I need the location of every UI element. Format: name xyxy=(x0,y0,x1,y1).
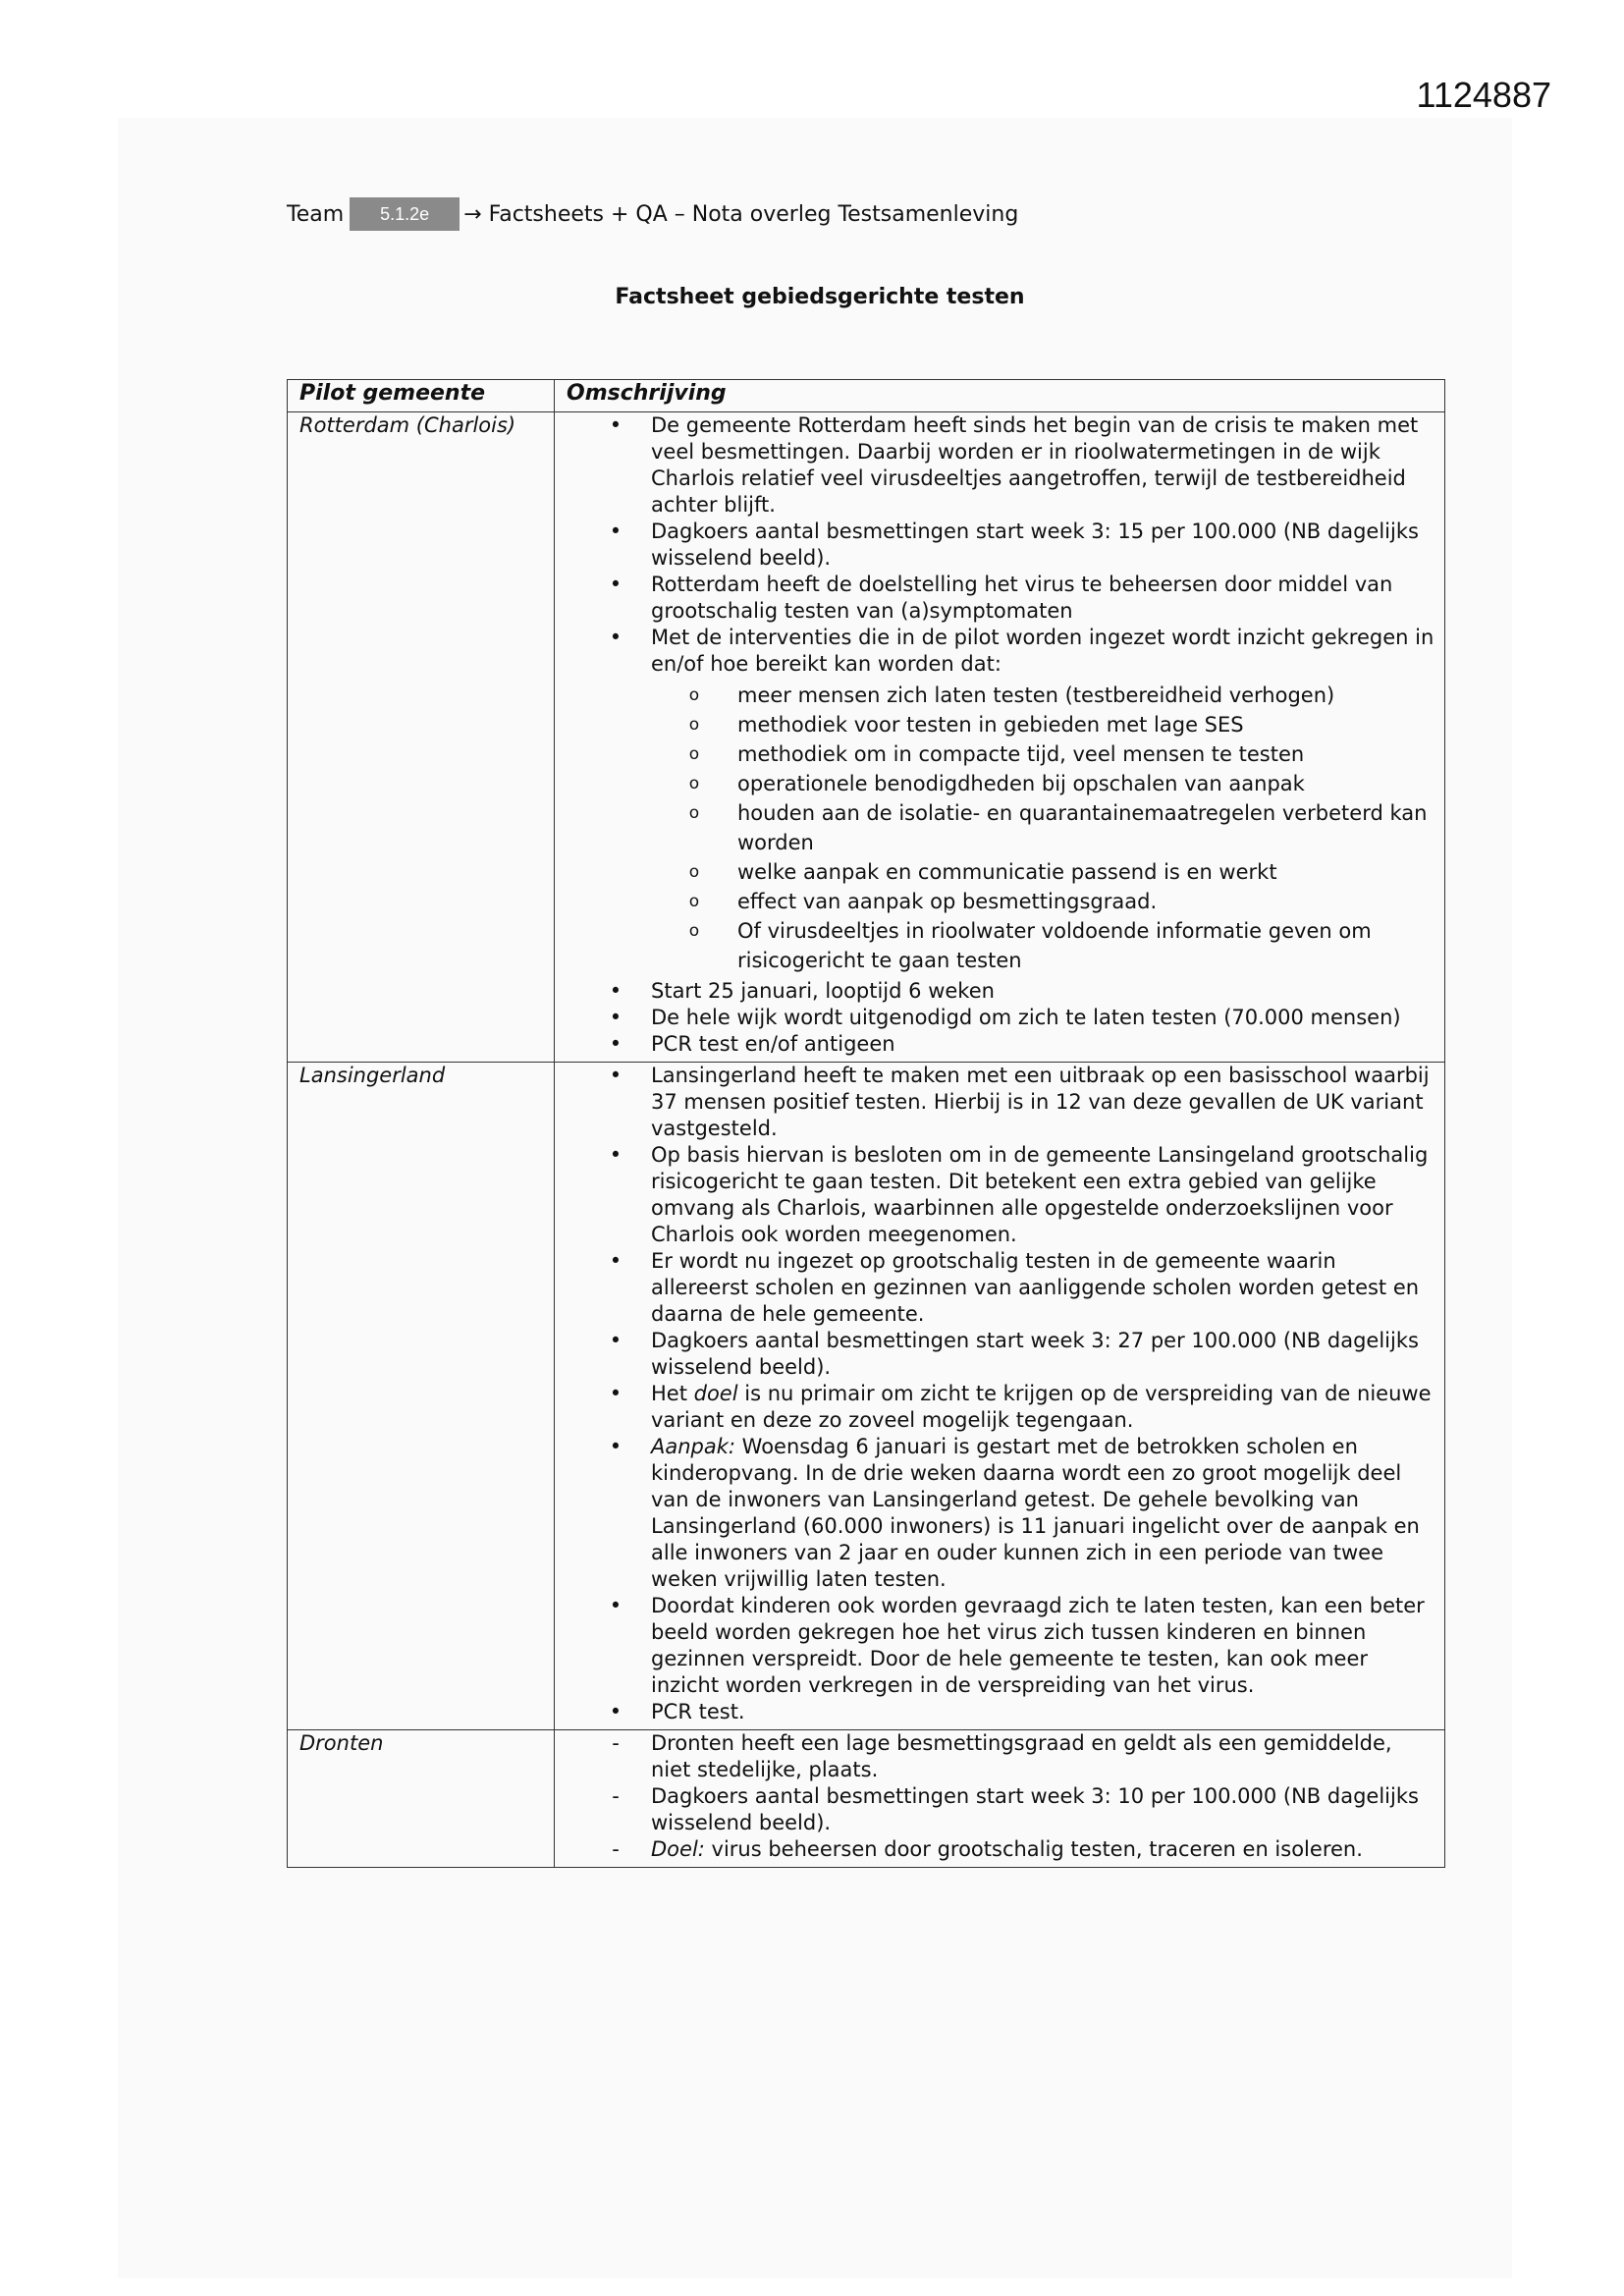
header-subject: → Factsheets + QA – Nota overleg Testsamenleving xyxy=(463,201,1019,227)
bullet-icon: • xyxy=(609,1435,623,1458)
pilot-name: Dronten xyxy=(288,1730,555,1868)
bullet-icon: • xyxy=(609,413,623,437)
list-item: • Dagkoers aantal besmettingen start week 3: 27 per 100.000 (NB dagelijks wisselend beeld). xyxy=(567,1328,1435,1381)
list-item: • Dagkoers aantal besmettingen start week 3: 15 per 100.000 (NB dagelijks wisselend beeld). xyxy=(567,519,1435,572)
sub-list-item: o operationele benodigdheden bij opschalen van aanpak xyxy=(567,769,1435,798)
column-header-pilot: Pilot gemeente xyxy=(288,380,555,412)
list-item: • Met de interventies die in de pilot worden ingezet wordt inzicht gekregen in en/of hoe bereikt kan worden dat: o meer mensen zich laten testen (testbereidheid verhogen) o methodiek voor testen in gebieden met lage SES o methodiek om in compacte tijd, veel mensen te testen o operationele benodigdheden bij opschalen van aanpak o houden aan de isolatie- en quarantainemaatregelen verbeterd kan worden o welke aanpak en communicatie passend is en werkt o effect van aanpak op besmettingsgraad. o Of virusdeeltjes in rioolwater voldoende informatie geven om risicogericht te gaan testen xyxy=(567,625,1435,975)
list-item: • Lansingerland heeft te maken met een uitbraak op een basisschool waarbij 37 mensen positief testen. Hierbij is in 12 van deze gevallen de UK variant vastgesteld. xyxy=(567,1063,1435,1142)
bullet-icon: • xyxy=(609,573,623,596)
list-item: • PCR test en/of antigeen xyxy=(567,1031,1435,1058)
header-team: Team xyxy=(287,201,345,227)
circle-bullet-icon: o xyxy=(688,715,700,735)
factsheet-table xyxy=(287,379,1445,1868)
sub-list-item: o methodiek om in compacte tijd, veel mensen te testen xyxy=(567,739,1435,769)
redaction-box: 5.1.2e xyxy=(350,197,460,231)
description-cell xyxy=(555,1063,1445,1730)
circle-bullet-icon: o xyxy=(688,774,700,793)
bullet-icon: • xyxy=(609,1700,623,1723)
list-item: • Rotterdam heeft de doelstelling het virus te beheersen door middel van grootschalig testen van (a)symptomaten xyxy=(567,572,1435,625)
table-row xyxy=(288,1063,1445,1730)
circle-bullet-icon: o xyxy=(688,744,700,764)
bullet-icon: • xyxy=(609,1594,623,1617)
bullet-icon: • xyxy=(609,979,623,1003)
circle-bullet-icon: o xyxy=(688,803,700,823)
list-item: - Doel: virus beheersen door grootschalig testen, traceren en isoleren. xyxy=(567,1836,1435,1863)
bullet-icon: • xyxy=(609,1329,623,1352)
sub-list-item: o methodiek voor testen in gebieden met lage SES xyxy=(567,710,1435,739)
list-item: • Op basis hiervan is besloten om in de gemeente Lansingeland grootschalig risicogericht te gaan testen. Dit betekent een extra gebied van gelijke omvang als Charlois, waarbinnen alle opgestelde onderzoekslijnen voor Charlois ook worden meegenomen. xyxy=(567,1142,1435,1248)
list-item: • De gemeente Rotterdam heeft sinds het begin van de crisis te maken met veel besmettingen. Daarbij worden er in rioolwatermetingen in de wijk Charlois relatief veel virusdeeltjes aangetroffen, terwijl de testbereidheid achter blijft. xyxy=(567,412,1435,519)
list-item: • PCR test. xyxy=(567,1699,1435,1725)
bullet-icon: • xyxy=(609,1032,623,1056)
description-cell xyxy=(555,1730,1445,1868)
bullet-icon: • xyxy=(609,1006,623,1029)
page-title: Factsheet gebiedsgerichte testen xyxy=(615,285,1025,309)
circle-bullet-icon: o xyxy=(688,892,700,911)
sub-list-item: o effect van aanpak op besmettingsgraad. xyxy=(567,887,1435,916)
list-item: • De hele wijk wordt uitgenodigd om zich te laten testen (70.000 mensen) xyxy=(567,1005,1435,1031)
list-item: • Start 25 januari, looptijd 6 weken xyxy=(567,978,1435,1005)
bullet-icon: • xyxy=(609,626,623,649)
list-item: - Dagkoers aantal besmettingen start week 3: 10 per 100.000 (NB dagelijks wisselend beeld). xyxy=(567,1783,1435,1836)
table-header-row xyxy=(288,380,1445,412)
circle-bullet-icon: o xyxy=(688,921,700,941)
list-item: • Aanpak: Woensdag 6 januari is gestart met de betrokken scholen en kinderopvang. In de drie weken daarna wordt een zo groot mogelijk deel van de inwoners van Lansingerland getest. De gehele bevolking van Lansingerland (60.000 inwoners) is 11 januari ingelicht over de aanpak en alle inwoners van 2 jaar en ouder kunnen zich in een periode van twee weken vrijwillig laten testen. xyxy=(567,1434,1435,1593)
table-row xyxy=(288,412,1445,1063)
description-cell xyxy=(555,412,1445,1063)
circle-bullet-icon: o xyxy=(688,862,700,882)
pilot-name: Lansingerland xyxy=(288,1063,555,1730)
sub-list-item: o Of virusdeeltjes in rioolwater voldoende informatie geven om risicogericht te gaan testen xyxy=(567,916,1435,975)
dash-icon: - xyxy=(612,1837,620,1861)
bullet-icon: • xyxy=(609,1249,623,1273)
bullet-icon: • xyxy=(609,1143,623,1167)
list-item: • Er wordt nu ingezet op grootschalig testen in de gemeente waarin allereerst scholen en gezinnen van aanliggende scholen worden getest en daarna de hele gemeente. xyxy=(567,1248,1435,1328)
dash-icon: - xyxy=(612,1731,620,1755)
pilot-name: Rotterdam (Charlois) xyxy=(288,412,555,1063)
list-item: • Doordat kinderen ook worden gevraagd zich te laten testen, kan een beter beeld worden gekregen hoe het virus zich tussen kinderen en binnen gezinnen verspreidt. Door de hele gemeente te testen, kan ook meer inzicht worden verkregen in de verspreiding van het virus. xyxy=(567,1593,1435,1699)
bullet-icon: • xyxy=(609,519,623,543)
header-breadcrumb xyxy=(287,196,1018,232)
list-item: - Dronten heeft een lage besmettingsgraad en geldt als een gemiddelde, niet stedelijke, plaats. xyxy=(567,1730,1435,1783)
sub-list-item: o meer mensen zich laten testen (testbereidheid verhogen) xyxy=(567,681,1435,710)
circle-bullet-icon: o xyxy=(688,685,700,705)
bullet-icon: • xyxy=(609,1064,623,1087)
sub-list-item: o welke aanpak en communicatie passend is en werkt xyxy=(567,857,1435,887)
list-item: • Het doel is nu primair om zicht te krijgen op de verspreiding van de nieuwe variant en deze zo zoveel mogelijk tegengaan. xyxy=(567,1381,1435,1434)
table-row xyxy=(288,1730,1445,1868)
sub-list xyxy=(651,681,1435,975)
bullet-icon: • xyxy=(609,1382,623,1405)
column-header-description: Omschrijving xyxy=(555,380,1445,412)
sub-list-item: o houden aan de isolatie- en quarantainemaatregelen verbeterd kan worden xyxy=(567,798,1435,857)
document-id: 1124887 xyxy=(1416,75,1551,115)
dash-icon: - xyxy=(612,1784,620,1808)
